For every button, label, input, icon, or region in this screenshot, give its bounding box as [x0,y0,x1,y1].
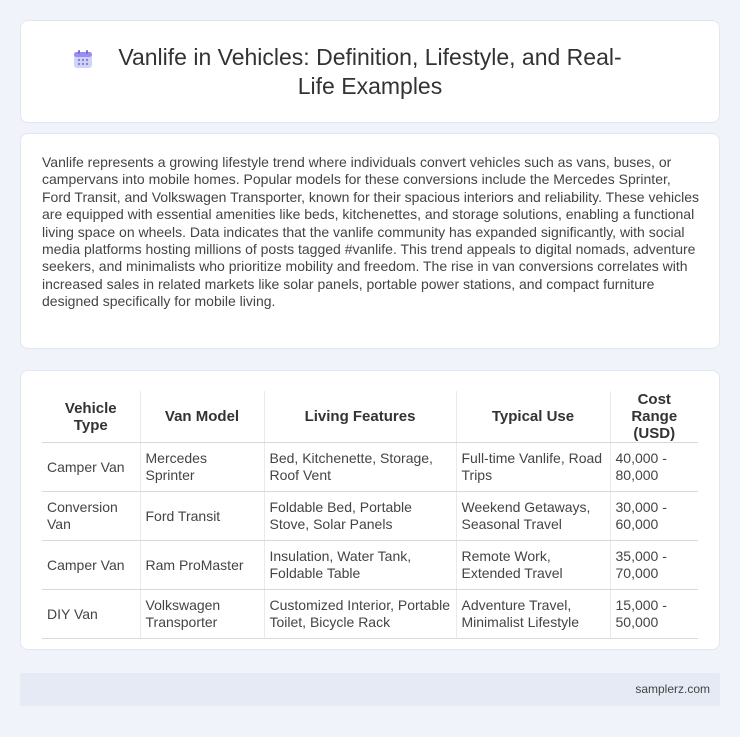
footer-source-link[interactable]: samplerz.com [635,682,710,696]
footer [20,673,720,706]
table-cell: Bed, Kitchenette, Storage, Roof Vent [264,443,456,492]
column-header: Van Model [140,391,264,443]
table-card [20,370,720,650]
table-cell: Full-time Vanlife, Road Trips [456,443,610,492]
table-cell: Foldable Bed, Portable Stove, Solar Panels [264,492,456,541]
table-cell: Ram ProMaster [140,541,264,590]
table-row [42,492,698,541]
table-cell: Insulation, Water Tank, Foldable Table [264,541,456,590]
title-card [20,20,720,123]
table-cell: Customized Interior, Portable Toilet, Bicycle Rack [264,590,456,639]
column-header: Vehicle Type [42,391,140,443]
vehicle-table [42,391,698,639]
table-cell: Conversion Van [42,492,140,541]
table-cell: 35,000 - 70,000 [610,541,698,590]
table-cell: Weekend Getaways, Seasonal Travel [456,492,610,541]
column-header: Living Features [264,391,456,443]
table-cell: Camper Van [42,541,140,590]
table-row [42,541,698,590]
table-cell: 30,000 - 60,000 [610,492,698,541]
table-row [42,443,698,492]
table-header-row [42,391,698,443]
table-row [42,590,698,639]
column-header: Cost Range (USD) [610,391,698,443]
column-header: Typical Use [456,391,610,443]
description-card [20,133,720,349]
table-cell: 40,000 - 80,000 [610,443,698,492]
table-cell: Ford Transit [140,492,264,541]
table-cell: Camper Van [42,443,140,492]
table-cell: DIY Van [42,590,140,639]
table-cell: Remote Work, Extended Travel [456,541,610,590]
table-cell: Adventure Travel, Minimalist Lifestyle [456,590,610,639]
table-cell: Mercedes Sprinter [140,443,264,492]
page-title: Vanlife in Vehicles: Definition, Lifestyle, and Real-Life Examples [118,44,622,99]
table-cell: Volkswagen Transporter [140,590,264,639]
table-cell: 15,000 - 50,000 [610,590,698,639]
description-text: Vanlife represents a growing lifestyle trend where individuals convert vehicles such as vans, buses, or campervans into mobile homes. Popular models for these conversions include the Mercedes Sprinter, Ford Transit, and Volkswagen Transporter, known for their spacious interiors and reliability. These vehicles are equipped with essential amenities like beds, kitchenettes, and storage solutions, enabling a functional living space on wheels. Data indicates that the vanlife community has expanded significantly, with social media platforms hosting millions of posts tagged #vanlife. This trend appeals to digital nomads, adventure seekers, and minimalists who prioritize mobility and freedom. The rise in van conversions correlates with increased sales in related markets like solar panels, portable power stations, and compact furniture designed specifically for mobile living. [42,154,700,310]
